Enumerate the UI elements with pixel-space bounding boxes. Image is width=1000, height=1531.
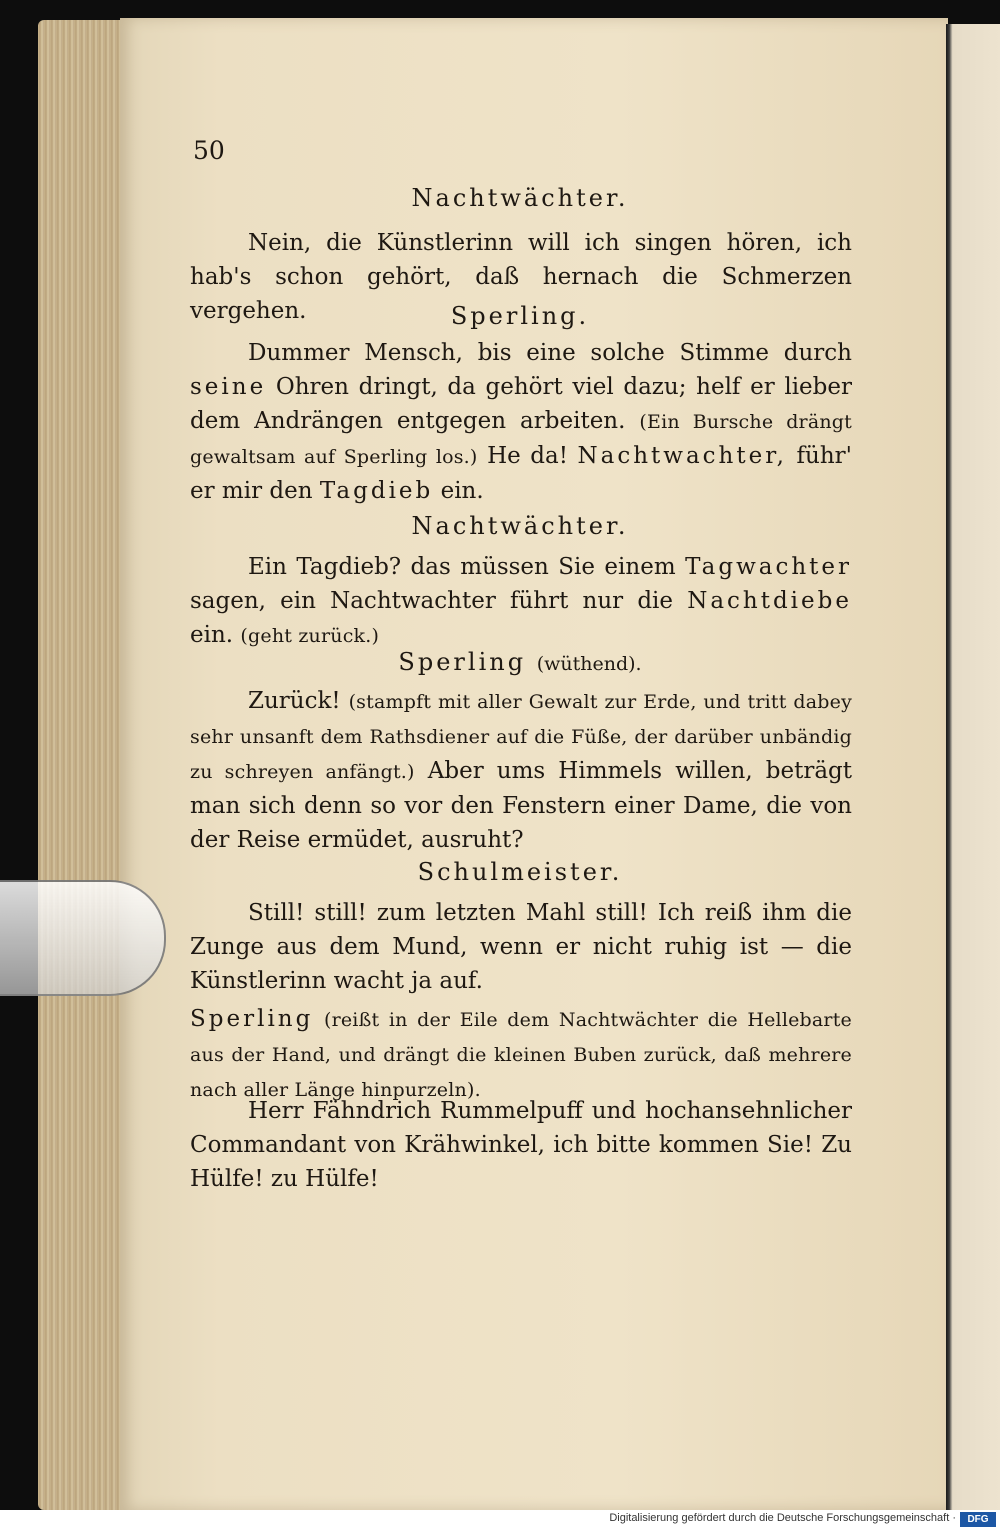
emphasis: seine	[190, 374, 267, 400]
stage-direction: (stampft mit aller Gewalt zur Erde, und tritt dabey sehr unsanft dem Rathsdiener auf die Füße, der darüber unbändig zu schreyen anfängt.)	[190, 691, 852, 783]
page-number: 50	[193, 136, 225, 165]
emphasis: Nachtwachter,	[577, 443, 787, 469]
dialogue-paragraph	[190, 1002, 852, 1107]
speaker-heading: Nachtwächter.	[411, 184, 629, 212]
dialogue-paragraph: Herr Fähndrich Rummelpuff und hochansehnlicher Commandant von Krähwinkel, ich bitte kommen Sie! Zu Hülfe! zu Hülfe!	[190, 1098, 852, 1192]
speaker-inline: Sperling	[190, 1006, 314, 1032]
speaker-heading: Schulmeister.	[417, 858, 623, 886]
next-page-edge	[946, 24, 1000, 1510]
dialogue-paragraph: Still! still! zum letzten Mahl still! Ich reiß ihm die Zunge aus dem Mund, wenn er nicht ruhig ist — die Künstlerinn wacht ja auf.	[190, 900, 852, 994]
speaker-heading: Sperling (wüthend).	[398, 648, 642, 676]
stage-direction: (Ein Bursche drängt gewaltsam auf Sperling los.)	[190, 411, 852, 468]
dialogue-paragraph: Dummer Mensch, bis eine solche Stimme durch seine Ohren dringt, da gehört viel dazu; helf er lieber dem Andrängen entgegen arbeiten. (Ein Bursche drängt gewaltsam auf Sperling los.) He da! Nachtwachter, führ' er mir den Tagdieb ein.	[190, 340, 852, 504]
page-holder-clip	[0, 880, 166, 996]
emphasis: Tagdieb	[319, 478, 434, 504]
emphasis: Nachtdiebe	[687, 588, 852, 614]
dialogue-paragraph: Nein, die Künstlerinn will ich singen hören, ich hab's schon gehört, daß hernach die Schmerzen vergehen.	[190, 230, 852, 324]
stage-direction: (geht zurück.)	[240, 625, 380, 647]
dfg-logo: DFG	[960, 1512, 996, 1527]
funding-note: Digitalisierung gefördert durch die Deutsche Forschungsgemeinschaft ·	[609, 1512, 956, 1524]
emphasis: Tagwachter	[685, 554, 853, 580]
stage-direction: (reißt in der Eile dem Nachtwächter die Hellebarte aus der Hand, und drängt die kleinen Buben zurück, daß mehrere nach aller Länge hinpurzeln).	[190, 1009, 852, 1101]
dialogue-paragraph: Zurück! (stampft mit aller Gewalt zur Erde, und tritt dabey sehr unsanft dem Rathsdiener auf die Füße, der darüber unbändig zu schreyen anfängt.) Aber ums Himmels willen, beträgt man sich denn so vor den Fenstern einer Dame, die von der Reise ermüdet, ausruht?	[190, 688, 853, 853]
dialogue-paragraph: Ein Tagdieb? das müssen Sie einem Tagwachter sagen, ein Nachtwachter führt nur die Nachtdiebe ein. (geht zurück.)	[190, 554, 853, 648]
speaker-heading: Sperling.	[450, 302, 590, 330]
page-edges	[38, 20, 130, 1510]
stage-direction: (wüthend).	[536, 653, 642, 675]
speaker-heading: Nachtwächter.	[411, 512, 629, 540]
